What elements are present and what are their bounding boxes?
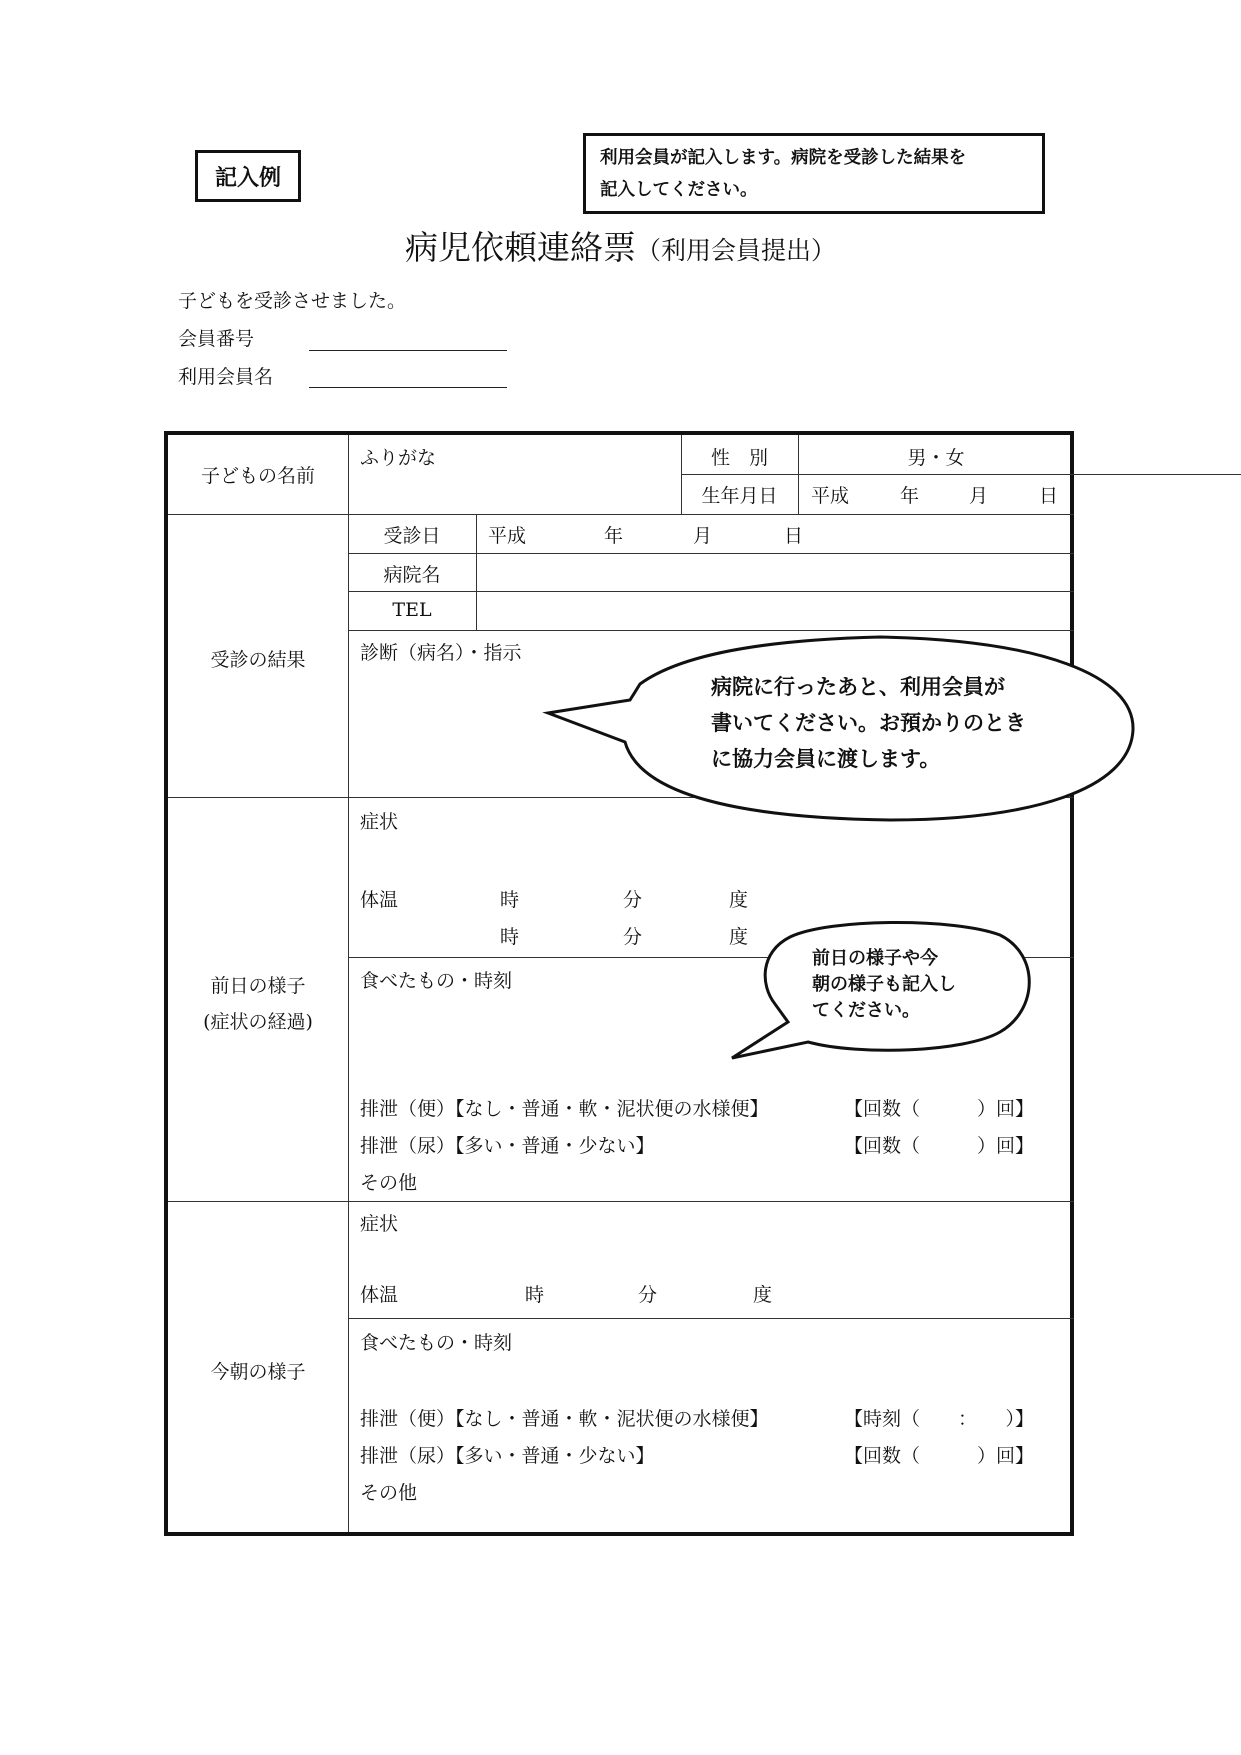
birthday-day: 日 — [1039, 485, 1059, 507]
tel-label: TEL — [392, 599, 432, 621]
prev-day-sublabel: (症状の経過) — [203, 1011, 313, 1033]
visit-callout-line-2: 書いてください。お預かりのとき — [711, 711, 1026, 735]
morning-temp-label: 体温 — [360, 1284, 399, 1306]
sex-label: 性 別 — [710, 447, 768, 469]
visit-date-label: 受診日 — [383, 525, 441, 547]
notice-line-1: 利用会員が記入します。病院を受診した結果を — [600, 148, 967, 168]
morning-urine-line: 排泄（尿）【多い・普通・少ない】 — [360, 1445, 655, 1467]
prev-symptom-label: 症状 — [360, 811, 399, 833]
prev-hour-1: 時 — [500, 889, 520, 911]
prev-stool-line: 排泄（便）【なし・普通・軟・泥状便の水様便】 — [360, 1098, 769, 1120]
prev-stool-count: 【回数（ ）回】 — [844, 1098, 1035, 1120]
morning-other-label: その他 — [360, 1482, 418, 1504]
prev-degree-2: 度 — [729, 926, 749, 948]
morning-hour: 時 — [525, 1284, 545, 1306]
prev-callout-line-3: てください。 — [812, 1000, 920, 1021]
prev-other-label: その他 — [360, 1172, 418, 1194]
member-name-label: 利用会員名 — [178, 366, 274, 388]
visit-result-label: 受診の結果 — [210, 649, 306, 671]
prev-callout-line-2: 朝の様子も記入し — [812, 974, 956, 995]
title-main: 病児依頼連絡票 — [404, 228, 636, 267]
visit-year: 年 — [604, 525, 624, 547]
visit-callout-line-3: に協力会員に渡します。 — [711, 747, 941, 771]
notice-line-2: 記入してください。 — [600, 180, 758, 200]
birthday-era: 平成 — [811, 485, 850, 507]
morning-degree: 度 — [753, 1284, 773, 1306]
visit-day: 日 — [784, 525, 804, 547]
furigana-label: ふりがな — [360, 447, 437, 469]
example-label: 記入例 — [214, 165, 281, 191]
prev-food-label: 食べたもの・時刻 — [360, 970, 513, 992]
sex-options[interactable]: 男・女 — [907, 447, 965, 469]
visit-era: 平成 — [488, 525, 527, 547]
birthday-year: 年 — [900, 485, 920, 507]
morning-stool-time: 【時刻（ ： ）】 — [844, 1408, 1035, 1430]
diagnosis-label: 診断（病名）・指示 — [360, 642, 522, 664]
child-name-label: 子どもの名前 — [200, 465, 315, 487]
hospital-label: 病院名 — [383, 564, 441, 586]
prev-callout-line-1: 前日の様子や今 — [812, 948, 938, 969]
prev-urine-count: 【回数（ ）回】 — [844, 1135, 1035, 1157]
birthday-month: 月 — [969, 485, 989, 507]
prev-temp-label: 体温 — [360, 889, 399, 911]
visit-callout-line-1: 病院に行ったあと、利用会員が — [711, 675, 1005, 699]
prev-minute-2: 分 — [623, 926, 643, 948]
prev-degree-1: 度 — [729, 889, 749, 911]
prev-day-label: 前日の様子 — [210, 975, 306, 997]
morning-food-label: 食べたもの・時刻 — [360, 1332, 513, 1354]
morning-urine-count: 【回数（ ）回】 — [844, 1445, 1035, 1467]
member-number-label: 会員番号 — [178, 328, 255, 350]
morning-symptom-label: 症状 — [360, 1213, 399, 1235]
morning-label: 今朝の様子 — [210, 1361, 306, 1383]
visit-month: 月 — [693, 525, 713, 547]
prev-urine-line: 排泄（尿）【多い・普通・少ない】 — [360, 1135, 655, 1157]
birthday-label: 生年月日 — [701, 485, 778, 507]
morning-stool-line: 排泄（便）【なし・普通・軟・泥状便の水様便】 — [360, 1408, 769, 1430]
prev-minute-1: 分 — [623, 889, 643, 911]
title-sub: （利用会員提出） — [635, 236, 836, 265]
morning-minute: 分 — [638, 1284, 658, 1306]
intro-statement: 子どもを受診させました。 — [178, 290, 407, 312]
prev-hour-2: 時 — [500, 926, 520, 948]
